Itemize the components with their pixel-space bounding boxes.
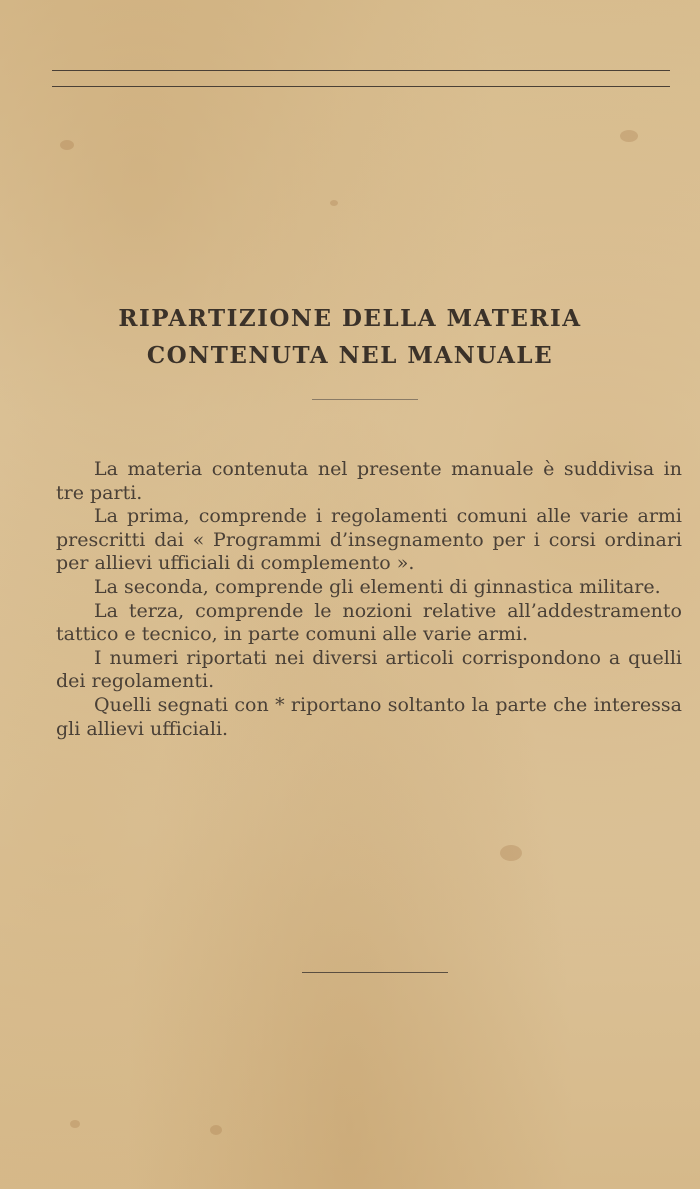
title-divider [312, 399, 418, 400]
header-rule-top [52, 70, 670, 71]
page-title [0, 300, 700, 374]
stain-spot [70, 1120, 80, 1128]
paragraph-article-numbers: I numeri riportati nei diversi articoli corrispondono a quelli dei regolamenti. [56, 646, 682, 693]
paragraph-second-part: La seconda, comprende gli elementi di ginnastica militare. [94, 575, 661, 598]
paragraph-intro: La materia contenuta nel presente manuale è suddivisa in tre parti. [56, 458, 682, 504]
paragraph-third-part: La terza, comprende le nozioni relative all’addestramento tattico e tecnico, in parte comuni alle varie armi. [56, 599, 682, 646]
header-rule-bottom [52, 86, 670, 87]
stain-spot [620, 130, 638, 142]
stain-spot [500, 845, 522, 861]
end-divider [302, 972, 448, 973]
stain-spot [210, 1125, 222, 1135]
paragraph-asterisk-note: Quelli segnati con * riportano soltanto la parte che interessa gli allievi ufficiali. [56, 693, 682, 740]
stain-spot [60, 140, 74, 150]
body-text [56, 458, 682, 741]
title-line-2: CONTENUTA NEL MANUALE [146, 342, 554, 369]
stain-spot [330, 200, 338, 206]
paragraph-first-part: La prima, comprende i regolamenti comuni alle varie armi prescritti dai « Programmi d’insegnamento per i corsi ordinari per allievi ufficiali di complemento ». [56, 505, 682, 575]
title-line-1: RIPARTIZIONE DELLA MATERIA [118, 305, 582, 332]
